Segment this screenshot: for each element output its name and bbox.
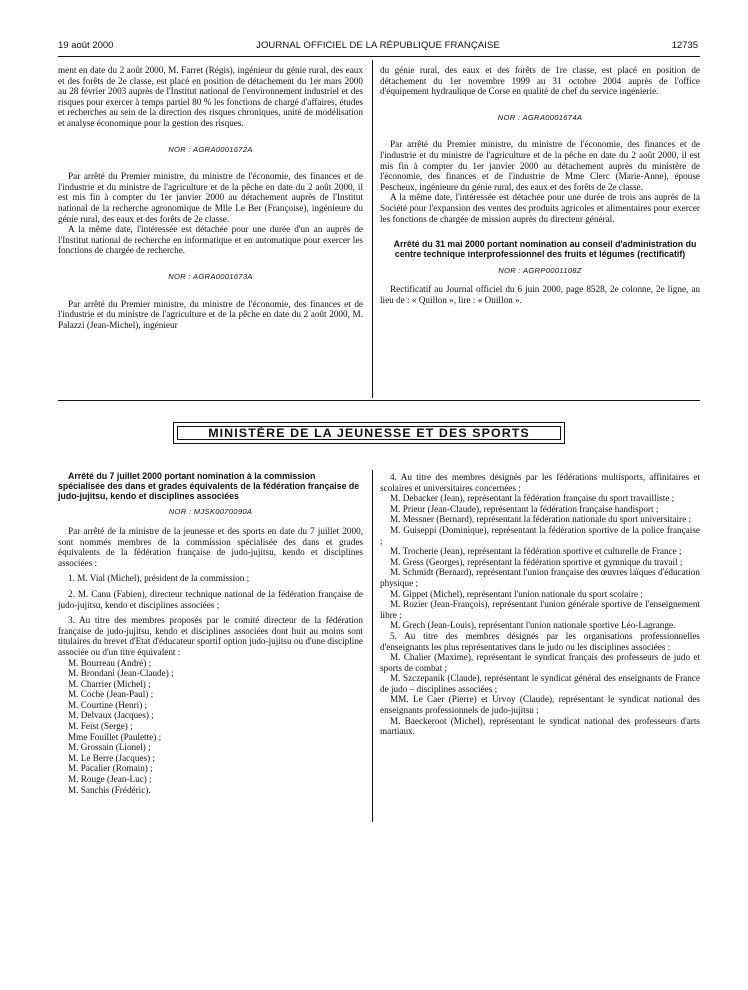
- header-page-number: 12735: [671, 40, 698, 51]
- list-item: M. Messner (Bernard), représentant la fédération nationale du sport universitaire ;: [390, 514, 692, 525]
- list-item: M. Guiseppi (Dominique), représentant la fédération sportive de la police française ;: [380, 524, 700, 546]
- list-item: M. Pacalier (Romain) ;: [68, 763, 153, 774]
- list-item: M. Grech (Jean-Louis), représentant l'union nationale sportive Léo-Lagrange.: [390, 620, 676, 631]
- list-item: M. Rozier (Jean-François), représentant l'union générale sportive de l'enseignement libre ;: [380, 599, 700, 620]
- paragraph: Par arrêté du Premier ministre, du ministre de l'économie, des finances et de l'industrie et du ministre de l'agriculture et de la pêche en date du 2 août 2000, M. Palazzi (Jean-Michel), ingénieur: [58, 298, 363, 330]
- list-item: M. Sanchis (Frédéric).: [68, 784, 151, 795]
- list-item: M. Courtine (Henri) ;: [68, 699, 148, 710]
- list-item: MM. Le Caer (Pierre) et Urvoy (Claude), représentant le syndicat national des enseignants professionnels de judo-jujitsu ;: [380, 694, 700, 716]
- list-item: M. Schmidt (Bernard), représentant l'union française des œuvres laïques d'éducation physique ;: [380, 567, 700, 588]
- list-item: M. Brondani (Jean-Claude) ;: [68, 668, 174, 679]
- paragraph: du génie rural, des eaux et des forêts de 1re classe, est placé en position de détachement du 1er novembre 1999 au 31 octobre 2004 auprès de l'office d'équipement hydraulique de Corse en qualité de chef du service ingénierie.: [380, 65, 700, 97]
- paragraph: Par arrêté du Premier ministre, du ministre de l'économie, des finances et de l'industrie et du ministre de l'agriculture et de la pêche en date du 2 août 2000, il est mis fin à compter du 1er janvier 2000 au détachement auprès du ministère de l'économie, des finances et de l'industrie de Mme Clerc (Marie-Anne), épouse Pescheux, ingénieure du génie rural, des eaux et des forêts de 2e classe.: [380, 139, 700, 192]
- list-item: M. Grossain (Lionel) ;: [68, 742, 151, 753]
- header-rule: [58, 56, 700, 57]
- paragraph: 3. Au titre des membres proposés par le comité directeur de la fédération française de judo-jujitsu, kendo et disciplines associées dont huit au moins sont titulaires du brevet d'Etat d'éducateur sportif option judo-jujitsu ou d'une discipline associée ou d'un titre équivalent :: [58, 615, 363, 657]
- decree-title: Arrêté du 7 juillet 2000 portant nomination à la commission spécialisée des dans et grades équivalents de la fédération française de judo-jujitsu, kendo et disciplines associées: [58, 471, 360, 501]
- list-item: M. Baeckeroot (Michel), représentant le syndicat national des professeurs d'arts martiaux.: [380, 715, 700, 737]
- nor-reference: NOR : AGRA0001672A: [168, 144, 253, 154]
- header-journal-title: JOURNAL OFFICIEL DE LA RÉPUBLIQUE FRANÇAISE: [256, 40, 500, 51]
- list-item: M. Delvaux (Jacques) ;: [68, 710, 154, 721]
- list-item: M. Trocherie (Jean), représentant la fédération sportive et culturelle de France ;: [390, 546, 682, 557]
- list-item: M. Rouge (Jean-Luc) ;: [68, 774, 152, 785]
- list-item: 5. Au titre des membres désignés par les organisations professionnelles d'enseignants les plus représentatives dans le judo ou les disciplines associées :: [380, 630, 700, 652]
- column-divider: [372, 60, 373, 398]
- running-header: [58, 40, 698, 54]
- paragraph: Par arrêté de la ministre de la jeunesse et des sports en date du 7 juillet 2000, sont nommés membres de la commission spécialisée des dans et grades équivalents de la fédération française de judo-jujitsu, kendo et disciplines associées :: [58, 525, 363, 568]
- top-left-column: [58, 65, 363, 330]
- nor-reference: NOR : AGRA0001674A: [497, 112, 583, 122]
- paragraph: A la même date, l'intéressée est détachée pour une durée de trois ans auprès de la Société pour l'expansion des ventes des produits agricoles et alimentaires pour exercer les fonctions de chargée de mission auprès du directeur général.: [380, 192, 700, 224]
- header-date: 19 août 2000: [58, 40, 114, 51]
- paragraph: Rectificatif au Journal officiel du 6 juin 2000, page 8528, 2e colonne, 2e ligne, au lieu de : « Quillon », lire : « Ouillon ».: [380, 284, 700, 305]
- list-item: M. Feist (Serge) ;: [68, 721, 133, 732]
- list-item: 4. Au titre des membres désignés par les fédérations multisports, affinitaires et scolaires et universitaires concernées :: [380, 472, 700, 493]
- list-item: M. Gress (Georges), représentant la fédération sportive et gymnique du travail ;: [390, 556, 683, 567]
- top-right-column: [380, 65, 700, 306]
- paragraph: A la même date, l'intéressée est détachée pour une durée d'un an auprès de l'Institut national de recherche en informatique et en automatique pour exercer les fonctions de chargée de recherche.: [58, 224, 363, 256]
- nor-reference: NOR : AGRA0001673A: [168, 271, 253, 281]
- list-item: M. Chalier (Maxime), représentant le syndicat français des professeurs de judo et sports de combat ;: [380, 652, 700, 673]
- paragraph: 1. M. Vial (Michel), président de la commission ;: [68, 573, 250, 584]
- section-rule: [58, 400, 700, 401]
- column-divider: [372, 470, 373, 822]
- ministry-heading: MINISTÈRE DE LA JEUNESSE ET DES SPORTS: [177, 426, 561, 440]
- list-item: M. Le Berre (Jacques) ;: [68, 752, 155, 763]
- designations-list: [380, 472, 700, 737]
- list-item: M. Debacker (Jean), représentant la fédération française du sport travailliste ;: [390, 493, 675, 504]
- paragraph: ment en date du 2 août 2000, M. Farret (Régis), ingénieur du génie rural, des eaux et des forêts de 2e classe, est placé en position de détachement du 1er mars 2000 au 28 février 2003 auprès de l'Institut national de l'environnement industriel et des risques pour exercer à temps partiel 80 % les fonctions de chargé d'affaires, études et recherches au sein de la direction des risques chroniques, unité de modélisation et analyse économique pour la gestion des risques.: [58, 65, 363, 128]
- list-item: M. Bourreau (André) ;: [68, 657, 152, 668]
- bottom-left-column: [58, 472, 363, 795]
- nor-reference: NOR : MJSK0070090A: [168, 507, 253, 517]
- paragraph: Par arrêté du Premier ministre, du ministre de l'économie, des finances et de l'industrie et du ministre de l'agriculture et de la pêche en date du 2 août 2000, il est mis fin à compter du 1er janvier 2000 au détachement auprès de l'Institut national de la recherche agronomique de Mlle Le Ber (Françoise), ingénieure du génie rural, des eaux et des forêts de 2e classe.: [58, 171, 363, 224]
- decree-title: Arrêté du 31 mai 2000 portant nomination au conseil d'administration du centre technique interprofessionnel des fruits et légumes (rectificatif): [393, 239, 697, 259]
- list-item: Mme Fouillet (Paulette) ;: [68, 731, 162, 742]
- list-item: M. Gippet (Michel), représentant l'union nationale du sport scolaire ;: [390, 588, 643, 599]
- list-item: M. Prieur (Jean-Claude), représentant la fédération française handisport ;: [390, 503, 659, 514]
- bottom-right-column: [380, 472, 700, 737]
- ministry-heading-box: [173, 422, 565, 444]
- members-list: [58, 658, 363, 796]
- paragraph: 2. M. Canu (Fabien), directeur technique national de la fédération française de judo-jujitsu, kendo et disciplines associées ;: [58, 588, 363, 610]
- list-item: M. Coche (Jean-Paul) ;: [68, 689, 154, 700]
- list-item: M. Charrier (Michel) ;: [68, 678, 151, 689]
- list-item: M. Szczepanik (Claude), représentant le syndicat général des enseignants de France de judo – disciplines associées ;: [380, 673, 700, 694]
- nor-reference: NOR : AGRP0001108Z: [498, 265, 582, 275]
